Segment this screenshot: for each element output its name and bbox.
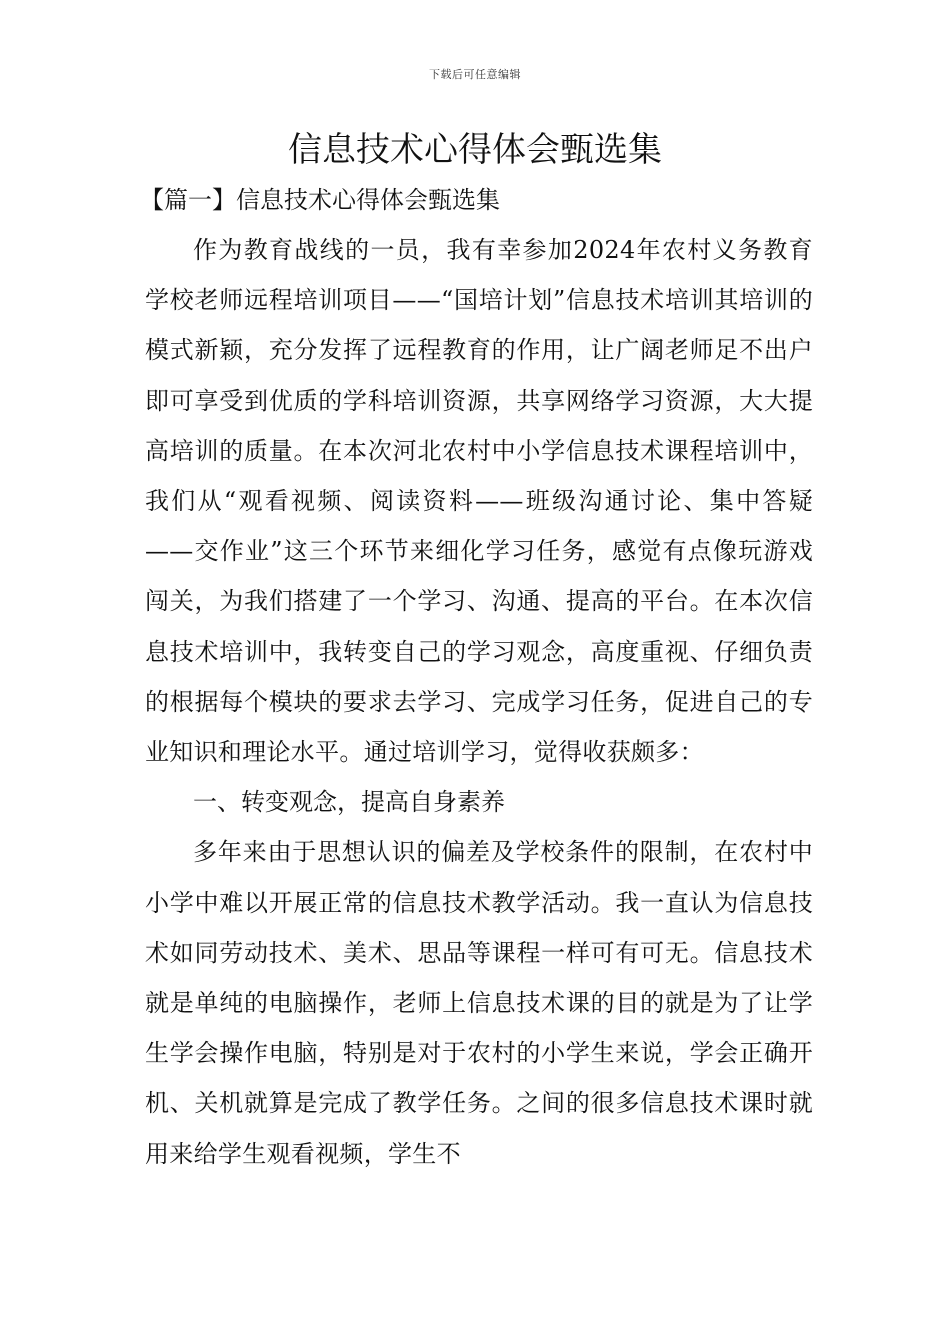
section-heading: 【篇一】信息技术心得体会甄选集 [140, 186, 500, 214]
paragraph-intro: 作为教育战线的一员，我有幸参加2024年农村义务教育学校老师远程培训项目——“国培计划”信息技术培训其培训的模式新颖，充分发挥了远程教育的作用，让广阔老师足不出户即可享受到优质的学科培训资源，共享网络学习资源，大大提高培训的质量。在本次河北农村中小学信息技术课程培训中，我们从“观看视频、阅读资料——班级沟通讨论、集中答疑——交作业”这三个环节来细化学习任务，感觉有点像玩游戏闯关，为我们搭建了一个学习、沟通、提高的平台。在本次信息技术培训中，我转变自己的学习观念，高度重视、仔细负责的根据每个模块的要求去学习、完成学习任务，促进自己的专业知识和理论水平。通过培训学习，觉得收获颇多： [145, 236, 813, 767]
paragraph-body: 多年来由于思想认识的偏差及学校条件的限制，在农村中小学中难以开展正常的信息技术教学活动。我一直认为信息技术如同劳动技术、美术、思品等课程一样可有可无。信息技术就是单纯的电脑操作，老师上信息技术课的目的就是为了让学生学会操作电脑，特别是对于农村的小学生来说，学会正确开机、关机就算是完成了教学任务。之间的很多信息技术课时就用来给学生观看视频，学生不 [145, 838, 813, 1168]
subheading-change-concept: 一、转变观念，提高自身素养 [193, 788, 505, 817]
header-note: 下载后可任意编辑 [429, 68, 521, 81]
document-title: 信息技术心得体会甄选集 [288, 130, 662, 170]
body-text [145, 225, 813, 1179]
